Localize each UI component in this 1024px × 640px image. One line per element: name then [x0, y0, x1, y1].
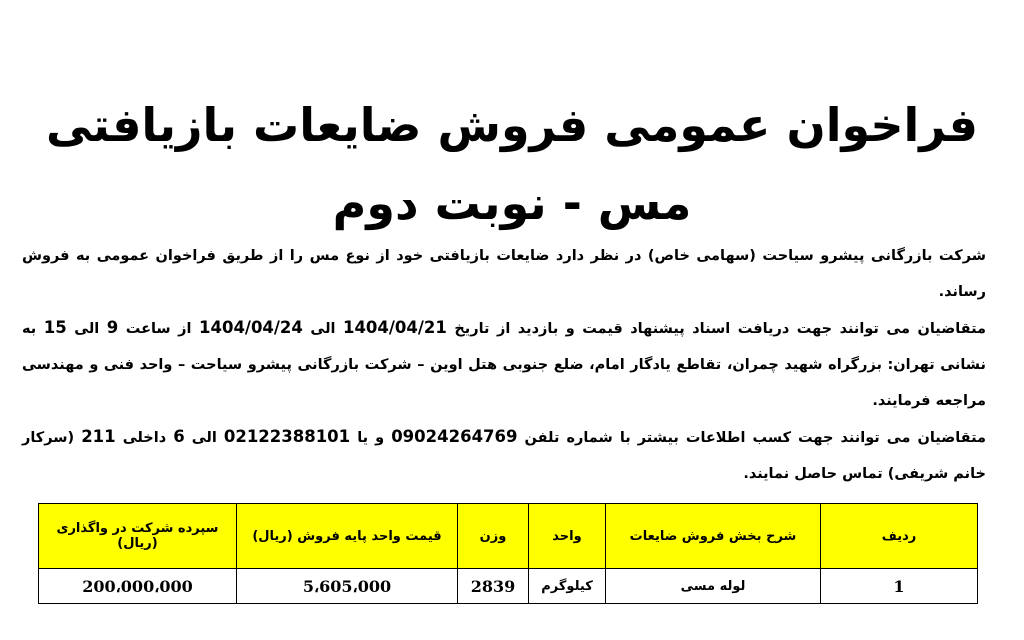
date-from: 1404/04/21: [342, 318, 447, 337]
page-title: فراخوان عمومی فروش ضایعات بازیافتی مس - نوبت دوم: [46, 98, 978, 230]
ext-from: 6: [173, 427, 185, 446]
header-row-number: ردیف: [821, 504, 978, 569]
text: از ساعت: [118, 321, 199, 337]
paragraph-intro: شرکت بازرگانی پیشرو سیاحت (سهامی خاص) در نظر دارد ضایعات بازیافتی خود از نوع مس را از طریق فراخوان عمومی به فروش رساند.: [22, 248, 986, 300]
header-unit: واحد: [529, 504, 606, 569]
text: الی: [66, 321, 107, 337]
header-weight: وزن: [458, 504, 529, 569]
cell-description: لوله مسی: [606, 569, 821, 604]
cell-unit: کیلوگرم: [529, 569, 606, 604]
text: الی: [184, 430, 224, 446]
table-header-row: [39, 504, 978, 569]
text: الی: [302, 321, 343, 337]
announcement-body: [22, 238, 986, 492]
cell-deposit: 200،000،000: [39, 569, 237, 604]
text: متقاضیان می توانند جهت دریافت اسناد پیشنهاد قیمت و بازدید از تاریخ: [446, 321, 986, 337]
cell-unit-price: 5،605،000: [237, 569, 458, 604]
cell-weight: 2839: [458, 569, 529, 604]
text: و یا: [350, 430, 392, 446]
header-description: شرح بخش فروش ضایعات: [606, 504, 821, 569]
items-table: [38, 503, 978, 604]
header-unit-price: قیمت واحد پایه فروش (ریال): [237, 504, 458, 569]
date-to: 1404/04/24: [199, 318, 303, 337]
table-row: [39, 569, 978, 604]
phone-office: 02122388101: [223, 427, 351, 446]
hour-to: 15: [43, 318, 67, 337]
paragraph-contact: [22, 419, 986, 492]
header-deposit: سپرده شرکت در واگذاری (ریال): [39, 504, 237, 569]
cell-row-number: 1: [821, 569, 978, 604]
hour-from: 9: [106, 318, 119, 337]
text: متقاضیان می توانند جهت کسب اطلاعات بیشتر با شماره تلفن: [517, 430, 986, 446]
phone-mobile: 09024264769: [391, 427, 518, 446]
paragraph-documents: [22, 310, 986, 419]
text: به نشانی تهران: بزرگراه شهید چمران، تقاطع یادگار امام، ضلع جنوبی هتل اوین – شرکت بازرگانی پیشرو سیاحت – واحد فنی و مهندسی مراجعه فرمایند.: [22, 321, 986, 409]
text: (سرکار خانم شریفی) تماس حاصل نمایند.: [22, 430, 986, 482]
text: داخلی: [115, 430, 174, 446]
extension: 211: [81, 427, 116, 446]
